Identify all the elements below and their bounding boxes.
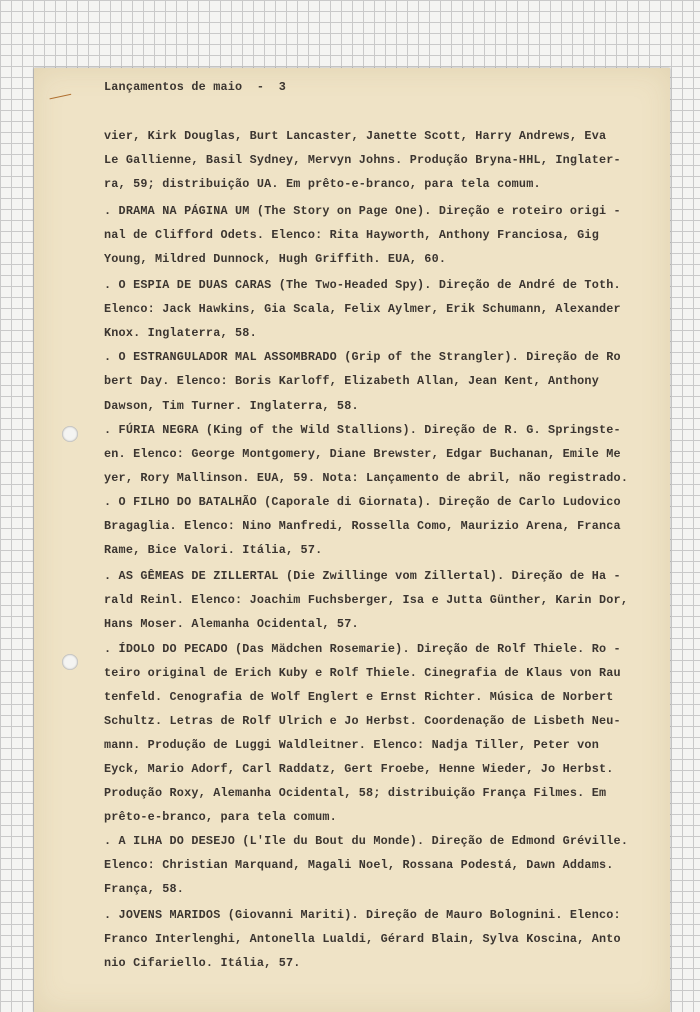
punch-hole-bottom <box>62 654 78 670</box>
entry-title-line: . A ILHA DO DESEJO (L'Ile du Bout du Monde). Direção de Edmond Gréville. <box>104 834 629 848</box>
text-line: Produção Roxy, Alemanha Ocidental, 58; distribuição França Filmes. Em <box>104 786 607 800</box>
text-line: nio Cifariello. Itália, 57. <box>104 956 301 970</box>
text-line: Rame, Bice Valori. Itália, 57. <box>104 543 323 557</box>
text-line: Elenco: Jack Hawkins, Gia Scala, Felix Aylmer, Erik Schumann, Alexander <box>104 302 621 316</box>
entry-title-line: . O ESPIA DE DUAS CARAS (The Two-Headed Spy). Direção de André de Toth. <box>104 278 621 292</box>
text-line: nal de Clifford Odets. Elenco: Rita Hayworth, Anthony Franciosa, Gig <box>104 228 599 242</box>
text-line: Eyck, Mario Adorf, Carl Raddatz, Gert Froebe, Henne Wieder, Jo Herbst. <box>104 762 614 776</box>
text-line: Young, Mildred Dunnock, Hugh Griffith. EUA, 60. <box>104 252 447 266</box>
text-line: Hans Moser. Alemanha Ocidental, 57. <box>104 617 359 631</box>
text-line: Knox. Inglaterra, 58. <box>104 326 257 340</box>
text-line: yer, Rory Mallinson. EUA, 59. Nota: Lançamento de abril, não registrado. <box>104 471 629 485</box>
text-line: en. Elenco: George Montgomery, Diane Brewster, Edgar Buchanan, Emile Me <box>104 447 621 461</box>
text-line: França, 58. <box>104 882 185 896</box>
entry-title-line: . AS GÊMEAS DE ZILLERTAL (Die Zwillinge vom Zillertal). Direção de Ha - <box>104 569 621 583</box>
text-line: teiro original de Erich Kuby e Rolf Thiele. Cinegrafia de Klaus von Rau <box>104 666 621 680</box>
entry-title-line: . DRAMA NA PÁGINA UM (The Story on Page One). Direção e roteiro origi - <box>104 204 621 218</box>
text-line: Schultz. Letras de Rolf Ulrich e Jo Herbst. Coordenação de Lisbeth Neu- <box>104 714 621 728</box>
text-line: bert Day. Elenco: Boris Karloff, Elizabeth Allan, Jean Kent, Anthony <box>104 374 599 388</box>
entry-title-line: . JOVENS MARIDOS (Giovanni Mariti). Direção de Mauro Bolognini. Elenco: <box>104 908 621 922</box>
text-line: rald Reinl. Elenco: Joachim Fuchsberger, Isa e Jutta Günther, Karin Dor, <box>104 593 629 607</box>
entry-title-line: . ÍDOLO DO PECADO (Das Mädchen Rosemarie). Direção de Rolf Thiele. Ro - <box>104 642 621 656</box>
text-line: prêto-e-branco, para tela comum. <box>104 810 337 824</box>
punch-hole-top <box>62 426 78 442</box>
text-line: vier, Kirk Douglas, Burt Lancaster, Janette Scott, Harry Andrews, Eva <box>104 129 607 143</box>
entry-title-line: . O ESTRANGULADOR MAL ASSOMBRADO (Grip of the Strangler). Direção de Ro <box>104 350 621 364</box>
entry-title-line: . FÚRIA NEGRA (King of the Wild Stallions). Direção de R. G. Springste- <box>104 423 621 437</box>
text-line: Elenco: Christian Marquand, Magali Noel, Rossana Podestá, Dawn Addams. <box>104 858 614 872</box>
text-line: mann. Produção de Luggi Waldleitner. Elenco: Nadja Tiller, Peter von <box>104 738 599 752</box>
text-line: Dawson, Tim Turner. Inglaterra, 58. <box>104 399 359 413</box>
text-line: ra, 59; distribuição UA. Em prêto-e-branco, para tela comum. <box>104 177 541 191</box>
entry-title-line: . O FILHO DO BATALHÃO (Caporale di Giornata). Direção de Carlo Ludovico <box>104 495 621 509</box>
text-line: Franco Interlenghi, Antonella Lualdi, Gérard Blain, Sylva Koscina, Anto <box>104 932 621 946</box>
typewritten-page <box>34 68 670 1012</box>
pencil-mark <box>50 94 73 105</box>
text-line: Le Gallienne, Basil Sydney, Mervyn Johns. Produção Bryna-HHL, Inglater- <box>104 153 621 167</box>
text-line: tenfeld. Cenografia de Wolf Englert e Ernst Richter. Música de Norbert <box>104 690 614 704</box>
page-header: Lançamentos de maio - 3 <box>104 80 286 94</box>
text-line: Bragaglia. Elenco: Nino Manfredi, Rossella Como, Maurizio Arena, Franca <box>104 519 621 533</box>
